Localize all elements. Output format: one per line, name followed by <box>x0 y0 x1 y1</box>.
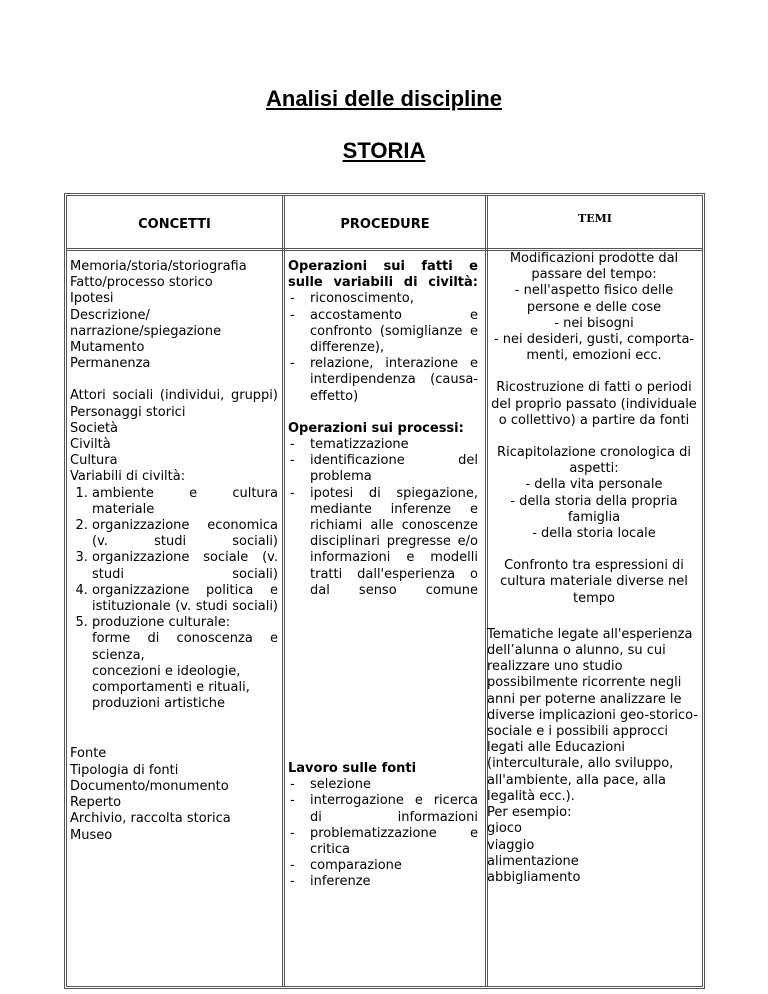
procedure-section-title: Operazioni sui processi: <box>288 420 464 436</box>
temi-block <box>487 627 701 886</box>
concetto-item: Personaggi storici <box>70 404 186 420</box>
concetto-item: Ipotesi <box>70 291 114 307</box>
tema-line: - nei bisogni <box>554 315 634 331</box>
variabili-list <box>70 486 278 713</box>
tema-line: - nell'aspetto fisico delle persone e delle cose <box>514 283 674 315</box>
temi-column <box>487 251 701 886</box>
variabile-item <box>92 615 278 712</box>
concetto-item: Attori sociali (individui, gruppi) <box>70 388 278 404</box>
produzione-item: forme di conoscenza e scienza, <box>92 631 278 663</box>
variabile-item: 3. organizzazione sociale (v. studi sociali) <box>92 550 278 582</box>
concetto-item: Memoria/storia/storiografia <box>70 259 247 274</box>
temi-block <box>487 445 701 542</box>
tema-line: Confronto tra espressioni di cultura materiale diverse nel tempo <box>500 558 688 606</box>
examples-label: Per esempio: <box>487 805 572 821</box>
concetto-item: Reperto <box>70 795 122 811</box>
procedure-item: - problematizzazione e critica <box>310 826 478 858</box>
variabile-label: 5. produzione culturale: <box>92 615 231 631</box>
produzione-item: comportamenti e rituali, <box>92 680 250 696</box>
procedure-item: - accostamento e confronto (somiglianze e differenze), <box>310 308 478 357</box>
procedure-section-title: Lavoro sulle fonti <box>288 761 417 777</box>
concetto-item: Documento/monumento <box>70 778 229 794</box>
concetto-item: Tipologia di fonti <box>70 762 179 778</box>
procedure-list <box>288 777 478 890</box>
procedure-item: - inferenze <box>310 874 478 890</box>
procedure-item: - selezione <box>310 777 478 793</box>
produzione-item: concezioni e ideologie, <box>92 663 241 679</box>
example-item: viaggio <box>487 837 535 853</box>
tema-line: - nei desideri, gusti, comporta-menti, emozioni ecc. <box>493 332 695 364</box>
variabile-item: 1. ambiente e cultura materiale <box>92 486 278 518</box>
procedure-item: - comparazione <box>310 858 478 874</box>
header-concetti: CONCETTI <box>138 217 211 232</box>
procedure-section-title: Operazioni sui fatti e sulle variabili di civiltà: <box>288 259 478 291</box>
tema-line: Modificazioni prodotte dal passare del tempo: <box>509 251 679 283</box>
tema-line: Ricostruzione di fatti o periodi del proprio passato (individuale o collettivo) a partire da fonti <box>491 380 697 428</box>
concetti-group-3 <box>70 746 278 843</box>
concetto-item: Permanenza <box>70 356 151 372</box>
concetti-group-2 <box>70 388 278 712</box>
page-title: Analisi delle discipline <box>266 86 502 111</box>
procedure-column <box>288 259 478 891</box>
concetto-item: Fatto/processo storico <box>70 275 213 291</box>
concetti-group-1 <box>70 259 278 372</box>
tema-line: Tematiche legate all'esperienza dell’alunna o alunno, su cui realizzare uno studio possibilmente ricorrente negli anni per poterne analizzare le diverse implicazioni geo-storico-sociale e i possibili approcci legati alle Educazioni (interculturale, allo sviluppo, all'ambiente, alla pace, alla legalità ecc.). <box>487 626 698 804</box>
tema-line: - della vita personale <box>525 477 663 493</box>
concetto-item: Società <box>70 420 119 436</box>
procedure-item: - relazione, interazione e interdipendenza (causa-effetto) <box>310 356 478 405</box>
variabile-item: 2. organizzazione economica (v. studi sociali) <box>92 518 278 550</box>
concetto-item: Museo <box>70 827 113 843</box>
concetto-item: Civiltà <box>70 437 111 453</box>
procedure-item: - ipotesi di spiegazione, mediante inferenze e richiami alle conoscenze disciplinari pregresse e/o informazioni e modelli tratti dall'esperienza o dal senso comune <box>310 486 478 599</box>
concetto-item: Mutamento <box>70 340 145 356</box>
temi-block <box>487 251 701 364</box>
header-procedure: PROCEDURE <box>340 217 430 232</box>
page-subtitle: STORIA <box>342 138 426 163</box>
column-divider <box>282 196 285 986</box>
concetto-item: Descrizione/ narrazione/spiegazione <box>70 307 222 339</box>
tema-line: - della storia locale <box>532 526 656 542</box>
concetto-item: Archivio, raccolta storica <box>70 811 231 827</box>
concetti-column <box>70 259 278 844</box>
procedure-item: - identificazione del problema <box>310 453 478 485</box>
produzione-item: produzioni artistiche <box>92 696 226 712</box>
example-item: alimentazione <box>487 853 579 869</box>
example-item: gioco <box>487 821 522 837</box>
concetto-item: Cultura <box>70 453 118 469</box>
procedure-list <box>288 437 478 599</box>
concetto-item: Fonte <box>70 746 107 762</box>
example-item: abbigliamento <box>487 869 581 885</box>
procedure-item: - riconoscimento, <box>310 291 478 307</box>
variabile-item: 4. organizzazione politica e istituzionale (v. studi sociali) <box>92 583 278 615</box>
procedure-list <box>288 291 478 404</box>
header-temi: TEMI <box>578 212 612 225</box>
analysis-table <box>64 193 705 989</box>
tema-line: - della storia della propria famiglia <box>510 493 678 525</box>
tema-line: Ricapitolazione cronologica di aspetti: <box>497 445 691 477</box>
procedure-item: - interrogazione e ricerca di informazioni <box>310 793 478 825</box>
procedure-item: - tematizzazione <box>310 437 478 453</box>
concetto-item: Variabili di civiltà: <box>70 469 186 485</box>
